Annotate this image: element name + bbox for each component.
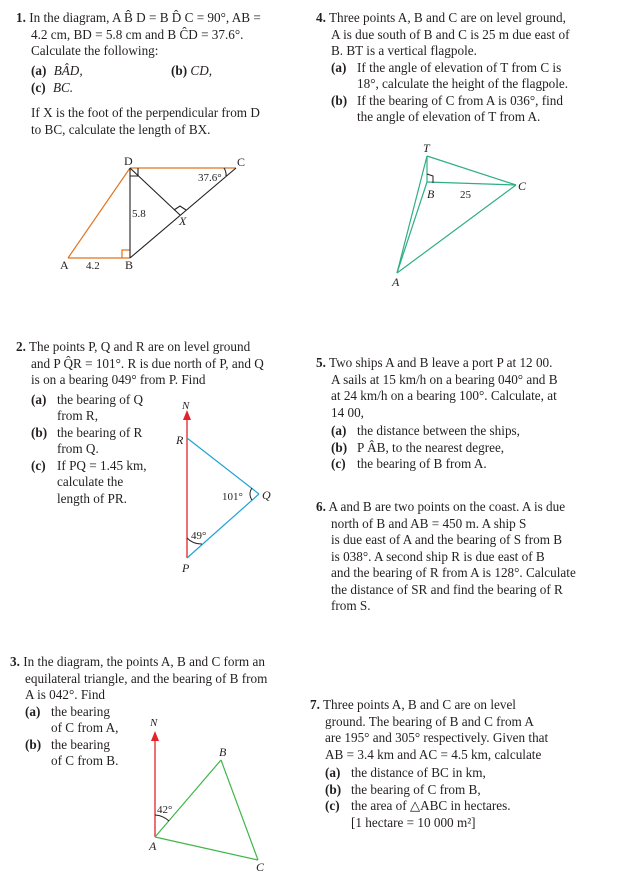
q7-stem-line: AB = 3.4 km and AC = 4.5 km, calculate <box>325 746 542 762</box>
q3-label-a: A <box>149 839 157 853</box>
q3-north-arrow-icon <box>151 731 159 741</box>
q4-label-b: B <box>427 187 435 201</box>
q1-part-c: (c) BC. <box>31 79 74 95</box>
q1-label-c: C <box>237 155 246 169</box>
q3-part-b: (b) the bearing of C from B. <box>25 736 119 768</box>
q2-label-n: N <box>182 400 190 412</box>
q4-label-a: A <box>392 275 400 289</box>
q4-stem-line: B. BT is a vertical flagpole. <box>331 43 477 58</box>
q7-part-c: (c) the area of △ABC in hectares. <box>325 798 511 813</box>
q1-right-angle-x <box>174 206 186 210</box>
q3-stem-line: A is 042°. Find <box>25 687 106 702</box>
q2-label-p: P <box>182 561 190 575</box>
q4-diagram <box>385 140 545 290</box>
q1-angle-arc-c <box>224 168 226 176</box>
question-7 <box>310 697 615 831</box>
question-6 <box>316 499 616 615</box>
q2-line-rq <box>187 438 259 494</box>
q3-line-bc <box>221 760 258 860</box>
q4-line-tc <box>427 156 516 185</box>
q4-part-b: (b) If the bearing of C from A is 036°, find the angle of elevation of T from A. <box>331 92 563 124</box>
q3-stem-line: equilateral triangle, and the bearing of B from <box>25 670 268 686</box>
q2-label-angle-p: 49° <box>191 530 207 542</box>
q4-label-bc-length: 25 <box>460 189 471 201</box>
question-5 <box>316 355 616 473</box>
q3-number: 3. <box>10 654 20 669</box>
q1-part-b: (b) CD, <box>171 62 213 78</box>
q1-stem-line: 1. In the diagram, A B̂ D = B D̂ C = 90°, AB = <box>16 10 261 25</box>
q2-number: 2. <box>16 339 26 354</box>
q4-part-a: (a) If the angle of elevation of T from C is 18°, calculate the height of the flagpole. <box>331 59 569 91</box>
q1-label-angle-c: 37.6° <box>198 172 222 184</box>
q2-label-angle-q: 101° <box>222 491 243 503</box>
q2-part-c: (c) If PQ = 1.45 km, calculate the length of PR. <box>31 457 147 506</box>
q5-stem-line: A sails at 15 km/h on a bearing 040° and B <box>331 371 558 387</box>
q1-label-d: D <box>124 154 133 168</box>
question-1 <box>16 10 296 138</box>
q5-stem-line: 5. Two ships A and B leave a port P at 12 00. <box>316 355 553 370</box>
q2-part-b: (b) the bearing of R from Q. <box>31 424 143 456</box>
q7-part-b: (b) the bearing of C from B, <box>325 781 481 797</box>
q1-parts-row <box>16 63 296 80</box>
q5-part-c: (c) the bearing of B from A. <box>331 456 487 471</box>
q3-label-b: B <box>219 745 227 759</box>
q6-line: is 038°. A second ship R is due east of B <box>331 548 545 564</box>
q6-line: and the bearing of R from A is 128°. Calculate <box>331 565 576 580</box>
q7-note: [1 hectare = 10 000 m²] <box>351 814 476 830</box>
q2-line-pq <box>187 494 259 558</box>
q6-line: from S. <box>331 598 371 613</box>
q7-part-a: (a) the distance of BC in km, <box>325 765 486 780</box>
q6-line: north of B and AB = 450 m. A ship S <box>331 515 527 531</box>
q4-stem-line: A is due south of B and C is 25 m due east of <box>331 26 570 42</box>
q1-label-ab-length: 4.2 <box>86 260 100 272</box>
q3-line-ac <box>155 837 258 860</box>
q2-stem-line: and P Q̂R = 101°. R is due north of P, and Q <box>31 355 264 371</box>
q3-label-angle-a: 42° <box>157 804 173 816</box>
q1-label-bd-length: 5.8 <box>132 208 146 220</box>
q4-line-ac <box>397 185 516 273</box>
q7-stem-line: ground. The bearing of B and C from A <box>325 713 534 729</box>
q1-label-x: X <box>179 214 187 228</box>
q1-extra-line: to BC, calculate the length of BX. <box>31 121 211 137</box>
q5-part-a: (a) the distance between the ships, <box>331 423 520 438</box>
q4-stem-line: 4. Three points A, B and C are on level ground, <box>316 10 566 25</box>
q7-stem-line: are 195° and 305° respectively. Given that <box>325 730 549 745</box>
q3-label-n: N <box>150 717 158 729</box>
q1-extra-line: If X is the foot of the perpendicular from D <box>31 105 260 120</box>
q3-stem-line: 3. In the diagram, the points A, B and C form an <box>10 654 265 669</box>
q3-line-ab <box>155 760 221 837</box>
q5-stem-line: at 24 km/h on a bearing 100°. Calculate, at <box>331 388 557 403</box>
q1-label-a: A <box>60 258 69 272</box>
q4-label-t: T <box>423 141 430 155</box>
q1-stem-line: 4.2 cm, BD = 5.8 cm and B ĈD = 37.6°. <box>31 26 244 42</box>
q2-part-a: (a) the bearing of Q from R, <box>31 391 144 423</box>
q2-label-r: R <box>176 433 184 447</box>
q1-right-angle-b <box>122 250 130 258</box>
q5-part-b: (b) P ÂB, to the nearest degree, <box>331 439 505 455</box>
q1-number: 1. <box>16 10 26 25</box>
q3-diagram <box>140 715 280 875</box>
q2-stem-line: 2. The points P, Q and R are on level ground <box>16 339 251 354</box>
q7-stem-line: 7. Three points A, B and C are on level <box>310 697 516 712</box>
q6-line: the distance of SR and find the bearing of R <box>331 581 563 597</box>
q6-line: 6. A and B are two points on the coast. A is due <box>316 499 566 514</box>
q3-part-a: (a) the bearing of C from A, <box>25 703 119 735</box>
q2-stem-line: is on a bearing 049° from P. Find <box>31 372 206 387</box>
q2-diagram <box>170 398 280 583</box>
q4-label-c: C <box>518 179 527 193</box>
q6-number: 6. <box>316 499 326 514</box>
q1-part-a-text: BÂD, <box>53 62 83 78</box>
q2-angle-arc-q <box>250 488 252 500</box>
q1-diagram <box>50 152 250 272</box>
q4-number: 4. <box>316 10 326 25</box>
q7-number: 7. <box>310 697 320 712</box>
q5-number: 5. <box>316 355 326 370</box>
q4-line-bc <box>427 182 516 185</box>
q2-label-q: Q <box>262 488 271 502</box>
q1-stem-line: Calculate the following: <box>31 43 159 58</box>
q1-label-b: B <box>125 258 134 272</box>
q4-line-ba <box>397 182 427 273</box>
question-4 <box>316 10 616 126</box>
q5-stem-line: 14 00, <box>331 404 364 420</box>
q3-label-c: C <box>256 860 265 874</box>
q4-line-ta <box>397 156 427 273</box>
q1-line-ad <box>68 168 130 258</box>
q1-part-a-label: (a) <box>31 62 47 78</box>
q6-line: is due east of A and the bearing of S from B <box>331 532 563 547</box>
